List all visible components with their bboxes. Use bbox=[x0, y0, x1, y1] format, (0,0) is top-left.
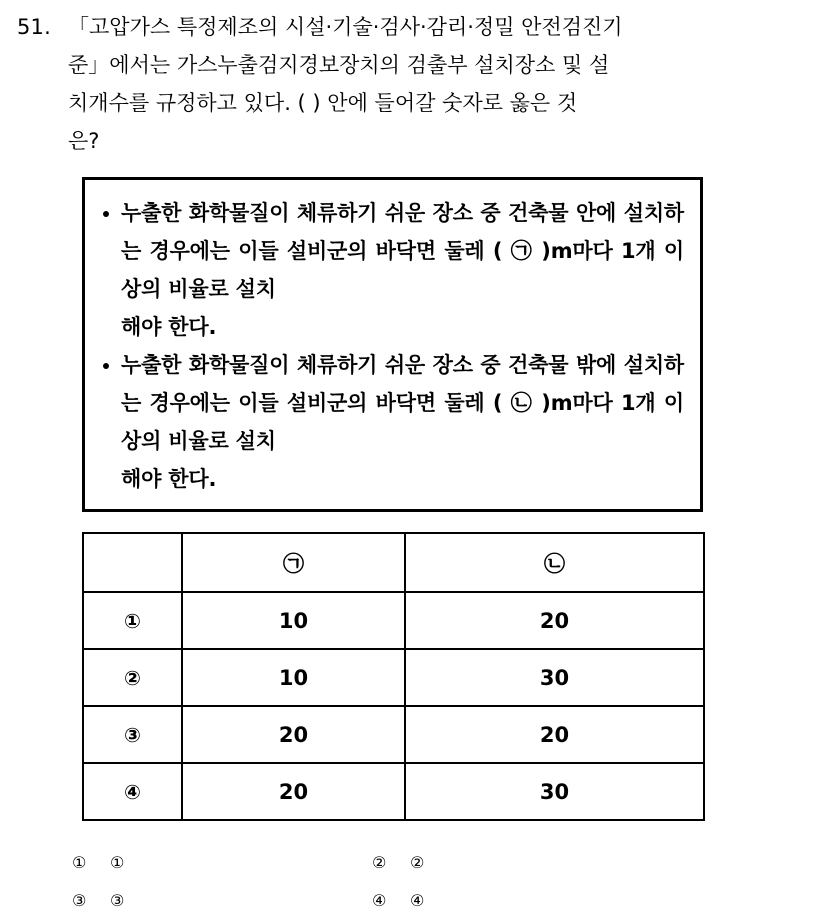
cell-value-a: 20 bbox=[182, 763, 405, 820]
statement-box bbox=[82, 177, 703, 512]
answer-value: ③ bbox=[110, 890, 125, 910]
answer-marker: ④ bbox=[372, 890, 387, 910]
cell-value-b: 30 bbox=[405, 763, 704, 820]
question-text bbox=[68, 8, 809, 160]
answer-value: ② bbox=[410, 852, 425, 872]
cell-value-b: 30 bbox=[405, 649, 704, 706]
question-line: 은? bbox=[68, 129, 100, 153]
cell-value-a: 10 bbox=[182, 592, 405, 649]
answer-marker: ③ bbox=[72, 890, 87, 910]
table-header-row bbox=[83, 533, 704, 592]
answer-choice-list bbox=[17, 843, 809, 919]
answer-choice-row bbox=[17, 881, 809, 919]
question-number: 51. bbox=[17, 15, 51, 39]
list-item bbox=[103, 194, 684, 346]
cell-value-a: 20 bbox=[182, 706, 405, 763]
table-row bbox=[83, 592, 704, 649]
question-line: 「고압가스 특정제조의 시설·기술·검사·감리·정밀 안전검진기 bbox=[68, 15, 623, 39]
cell-value-b: 20 bbox=[405, 592, 704, 649]
answer-choice-2[interactable] bbox=[372, 853, 732, 872]
table-header-blank bbox=[83, 533, 182, 592]
bullet-text-tail: 해야 한다. bbox=[121, 467, 217, 491]
question-line: 준」에서는 가스누출검지경보장치의 검출부 설치장소 및 설 bbox=[68, 53, 610, 77]
answer-choice-row bbox=[17, 843, 809, 881]
table-header-symbol-a: ㉠ bbox=[182, 533, 405, 592]
statement-bullet-list bbox=[85, 180, 700, 498]
options-table bbox=[82, 532, 705, 821]
question-stem bbox=[17, 8, 809, 160]
answer-marker: ② bbox=[372, 852, 387, 872]
answer-choice-4[interactable] bbox=[372, 891, 732, 910]
cell-value-a: 10 bbox=[182, 649, 405, 706]
table-row bbox=[83, 706, 704, 763]
bullet-text-main: 누출한 화학물질이 체류하기 쉬운 장소 중 건축물 밖에 설치하는 경우에는 이들 설비군의 바닥면 둘레 ( ㉡ )m마다 1개 이상의 비율로 설치 bbox=[121, 353, 684, 453]
row-label: ② bbox=[83, 649, 182, 706]
row-label: ④ bbox=[83, 763, 182, 820]
question-line: 치개수를 규정하고 있다. ( ) 안에 들어갈 숫자로 옳은 것 bbox=[68, 91, 578, 115]
row-label: ① bbox=[83, 592, 182, 649]
table-header-symbol-b: ㉡ bbox=[405, 533, 704, 592]
answer-choice-1[interactable] bbox=[17, 853, 372, 872]
bullet-text-main: 누출한 화학물질이 체류하기 쉬운 장소 중 건축물 안에 설치하는 경우에는 이들 설비군의 바닥면 둘레 ( ㉠ )m마다 1개 이상의 비율로 설치 bbox=[121, 201, 684, 301]
row-label: ③ bbox=[83, 706, 182, 763]
answer-marker: ① bbox=[72, 852, 87, 872]
bullet-text-tail: 해야 한다. bbox=[121, 315, 217, 339]
answer-choice-3[interactable] bbox=[17, 891, 372, 910]
table-row bbox=[83, 649, 704, 706]
cell-value-b: 20 bbox=[405, 706, 704, 763]
list-item bbox=[103, 346, 684, 498]
answer-value: ④ bbox=[410, 890, 425, 910]
table-row bbox=[83, 763, 704, 820]
answer-value: ① bbox=[110, 852, 125, 872]
